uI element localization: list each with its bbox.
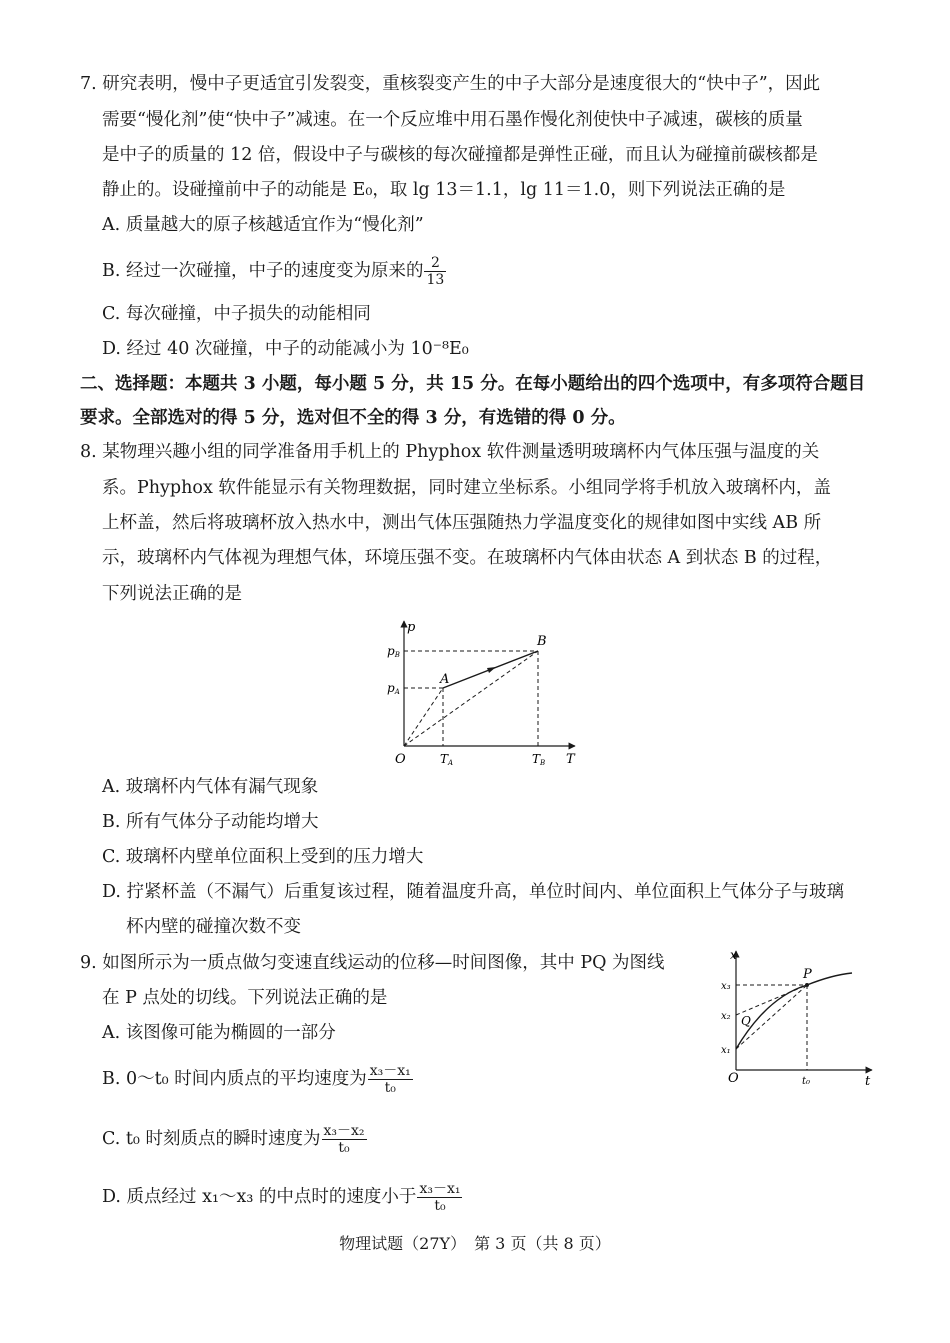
q8-point-b-label: B	[537, 634, 547, 649]
q8-p-axis-label: p	[407, 620, 416, 635]
q7-option-b	[102, 254, 447, 288]
fraction-numerator: x₃－x₂	[323, 1123, 365, 1139]
q8-stem-line-2: 系。Phyphox 软件能显示有关物理数据，同时建立坐标系。小组同学将手机放入玻璃杯内，盖	[102, 478, 831, 498]
section-2-instructions-line-1: 二、选择题：本题共 3 小题，每小题 5 分，共 15 分。在每小题给出的四个选项中，有多项符合题目	[80, 374, 866, 394]
fraction-numerator: x₃－x₁	[419, 1181, 461, 1197]
q9-t0-label: t₀	[802, 1076, 811, 1087]
q9-option-d-fraction	[417, 1181, 462, 1214]
q8-option-d-line-1: D. 拧紧杯盖（不漏气）后重复该过程，随着温度升高，单位时间内、单位面积上气体分子与玻璃	[102, 882, 845, 902]
q9-x1-label: x₁	[721, 1045, 731, 1056]
q8-origin-label: O	[395, 752, 406, 767]
q7-stem-line-4: 静止的。设碰撞前中子的动能是 E₀，取 lg 13＝1.1，lg 11＝1.0，则下列说法正确的是	[102, 180, 786, 200]
page-footer: 物理试题（27Y） 第 3 页（共 8 页）	[339, 1234, 611, 1253]
q9-t-axis-label: t	[865, 1074, 871, 1089]
q8-option-d-line-2: 杯内壁的碰撞次数不变	[126, 917, 301, 937]
q8-pa-label: pA	[387, 681, 400, 696]
q8-option-b: B. 所有气体分子动能均增大	[102, 812, 319, 832]
q8-ta-label: TA	[440, 752, 454, 767]
fraction-numerator: 2	[424, 255, 446, 272]
q8-stem-line-1: 8. 某物理兴趣小组的同学准备用手机上的 Phyphox 软件测量透明玻璃杯内气体压强与温度的关	[80, 442, 820, 462]
q9-option-b	[102, 1062, 414, 1096]
q9-option-c-fraction	[322, 1123, 367, 1156]
q7-option-c: C. 每次碰撞，中子损失的动能相同	[102, 304, 371, 324]
q7-stem-line-3: 是中子的质量的 12 倍，假设中子与碳核的每次碰撞都是弹性正碰，而且认为碰撞前碳核都是	[102, 145, 818, 165]
fraction-denominator: t₀	[384, 1080, 396, 1096]
section-2-instructions-line-2: 要求。全部选对的得 5 分，选对但不全的得 3 分，有选错的得 0 分。	[80, 408, 626, 428]
q9-xt-graph	[712, 945, 882, 1090]
q8-t-axis-label: T	[566, 752, 575, 767]
fraction-denominator: t₀	[434, 1198, 446, 1214]
q8-stem-line-4: 示，玻璃杯内气体视为理想气体，环境压强不变。在玻璃杯内气体由状态 A 到状态 B 的过程，	[102, 548, 833, 568]
q9-option-a: A. 该图像可能为椭圆的一部分	[102, 1023, 336, 1043]
q7-option-d: D. 经过 40 次碰撞，中子的动能减小为 10⁻⁸E₀	[102, 339, 469, 359]
q9-option-b-fraction	[368, 1063, 413, 1096]
q9-stem-line-2: 在 P 点处的切线。下列说法正确的是	[102, 988, 388, 1008]
q9-x3-label: x₃	[721, 981, 731, 992]
q8-point-a-label: A	[440, 672, 450, 687]
q8-tb-label: TB	[532, 752, 546, 767]
q9-stem-line-1: 9. 如图所示为一质点做匀变速直线运动的位移—时间图像，其中 PQ 为图线	[80, 953, 665, 973]
fraction-numerator: x₃－x₁	[369, 1063, 411, 1079]
q7-stem-line-1: 7. 研究表明，慢中子更适宜引发裂变，重核裂变产生的中子大部分是速度很大的“快中子”，因此	[80, 74, 821, 94]
q8-dashed-oa	[404, 688, 443, 746]
q9-option-b-text: B. 0～t₀ 时间内质点的平均速度为	[102, 1069, 367, 1089]
q8-stem-line-3: 上杯盖，然后将玻璃杯放入热水中，测出气体压强随热力学温度变化的规律如图中实线 AB 所	[102, 513, 822, 533]
q7-stem-line-2: 需要“慢化剂”使“快中子”减速。在一个反应堆中用石墨作慢化剂使快中子减速，碳核的质量	[102, 110, 803, 130]
q9-curve	[736, 973, 852, 1049]
q8-stem-line-5: 下列说法正确的是	[102, 584, 242, 604]
q8-option-c: C. 玻璃杯内壁单位面积上受到的压力增大	[102, 847, 424, 867]
q7-option-b-text: B. 经过一次碰撞，中子的速度变为原来的	[102, 261, 424, 281]
q9-origin-label: O	[728, 1071, 739, 1086]
q9-option-d-text: D. 质点经过 x₁～x₃ 的中点时的速度小于	[102, 1187, 417, 1207]
q9-tangent-pq	[736, 985, 807, 1015]
q9-x2-label: x₂	[721, 1011, 731, 1022]
q9-option-d	[102, 1180, 463, 1214]
q8-pb-label: pB	[387, 644, 400, 659]
q7-option-b-fraction	[424, 255, 446, 288]
q9-point-q-label: Q	[741, 1014, 751, 1028]
q9-x-axis-label: x	[730, 948, 737, 962]
q9-option-c	[102, 1122, 368, 1156]
q9-point-p-label: P	[803, 967, 812, 982]
fraction-denominator: 13	[426, 272, 445, 288]
q8-pt-graph	[370, 615, 590, 775]
q9-point-p	[805, 983, 809, 987]
fraction-denominator: t₀	[338, 1140, 350, 1156]
q8-option-a: A. 玻璃杯内气体有漏气现象	[102, 777, 319, 797]
q8-dashed-ob	[404, 651, 538, 746]
q8-direction-arrow	[487, 667, 496, 673]
q7-option-a: A. 质量越大的原子核越适宜作为“慢化剂”	[102, 215, 424, 235]
q9-option-c-text: C. t₀ 时刻质点的瞬时速度为	[102, 1129, 321, 1149]
